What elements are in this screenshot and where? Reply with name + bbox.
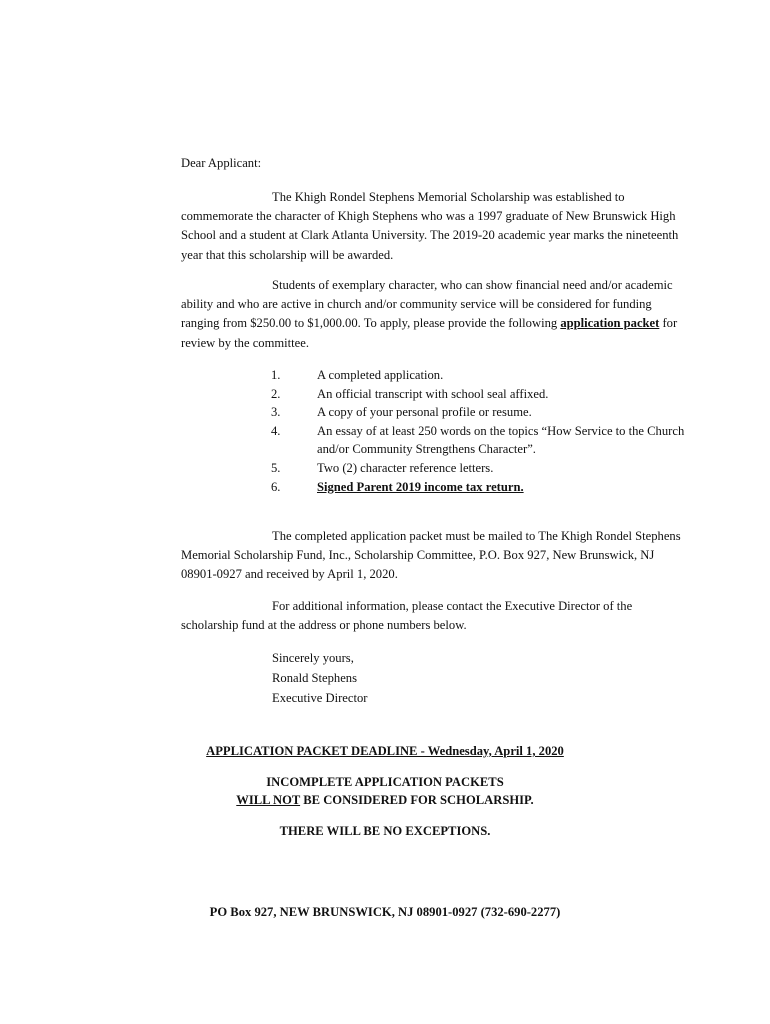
paragraph-contact-text: For additional information, please contact the Executive Director of the scholarship fund at the address or phone numbers below. xyxy=(181,599,633,633)
list-item-number: 6. xyxy=(271,479,281,494)
list-item-number: 2. xyxy=(271,386,281,401)
application-packet-emphasis: application packet xyxy=(560,316,660,331)
paragraph-eligibility-text: Students of exemplary character, who can show financial need and/or academic ability and who are active in church and/or community service will be considered for funding ranging from $250.00 to $1,000.00. To apply, please provide the following xyxy=(181,278,673,331)
paragraph-contact xyxy=(181,597,681,635)
list-item-number: 1. xyxy=(271,368,281,382)
signatory-name: Ronald Stephens xyxy=(272,671,358,685)
list-item-number: 4. xyxy=(271,423,281,438)
list-item-number: 3. xyxy=(271,405,281,420)
incomplete-line-2-rest: BE CONSIDERED FOR SCHOLARSHIP. xyxy=(300,793,534,807)
no-exceptions-notice: THERE WILL BE NO EXCEPTIONS. xyxy=(279,824,491,838)
list-item-number: 5. xyxy=(271,460,281,475)
paragraph-mailing-text: The completed application packet must be mailed to The Khigh Rondel Stephens Memorial Scholarship Fund, Inc., Scholarship Committee, P.O. Box 927, New Brunswick, NJ 08901-0927 and received by April 1, 2020. xyxy=(181,529,681,582)
list-item xyxy=(181,459,691,478)
valediction: Sincerely yours, xyxy=(272,651,354,665)
incomplete-notice xyxy=(0,773,770,809)
list-item-text: An essay of at least 250 words on the topics “How Service to the Church and/or Community Strengthens Character”. xyxy=(317,423,685,457)
incomplete-line-2 xyxy=(0,791,770,809)
list-item-text: An official transcript with school seal affixed. xyxy=(317,386,549,401)
closing-block xyxy=(272,648,367,708)
paragraph-intro-text: The Khigh Rondel Stephens Memorial Scholarship was established to commemorate the character of Khigh Stephens who was a 1997 graduate of New Brunswick High School and a student at Clark Atlanta University. The 2019-20 academic year marks the nineteenth year that this scholarship will be awarded. xyxy=(181,190,679,262)
signatory-title: Executive Director xyxy=(272,691,368,705)
deadline-notice xyxy=(0,742,770,760)
paragraph-eligibility-tail: for review by the committee. xyxy=(181,316,678,350)
requirements-list xyxy=(181,366,691,496)
footer-address: PO Box 927, NEW BRUNSWICK, NJ 08901-0927 (732-690-2277) xyxy=(209,905,561,919)
greeting: Dear Applicant: xyxy=(181,156,262,170)
list-item xyxy=(181,366,691,385)
list-item-text: Two (2) character reference letters. xyxy=(317,460,494,475)
deadline-text: APPLICATION PACKET DEADLINE - Wednesday, April 1, 2020 xyxy=(206,744,564,758)
paragraph-mailing xyxy=(181,527,681,585)
list-item xyxy=(181,403,691,422)
incomplete-line-1: INCOMPLETE APPLICATION PACKETS xyxy=(266,775,504,789)
paragraph-eligibility xyxy=(181,276,681,353)
paragraph-intro xyxy=(181,188,681,265)
list-item-text-emphasized: Signed Parent 2019 income tax return. xyxy=(317,479,524,494)
list-item-text: A completed application. xyxy=(317,368,444,382)
list-item-text: A copy of your personal profile or resume. xyxy=(317,405,532,420)
list-item xyxy=(181,385,691,404)
will-not-emphasis: WILL NOT xyxy=(236,793,301,807)
list-item xyxy=(181,478,691,497)
list-item xyxy=(181,422,691,459)
